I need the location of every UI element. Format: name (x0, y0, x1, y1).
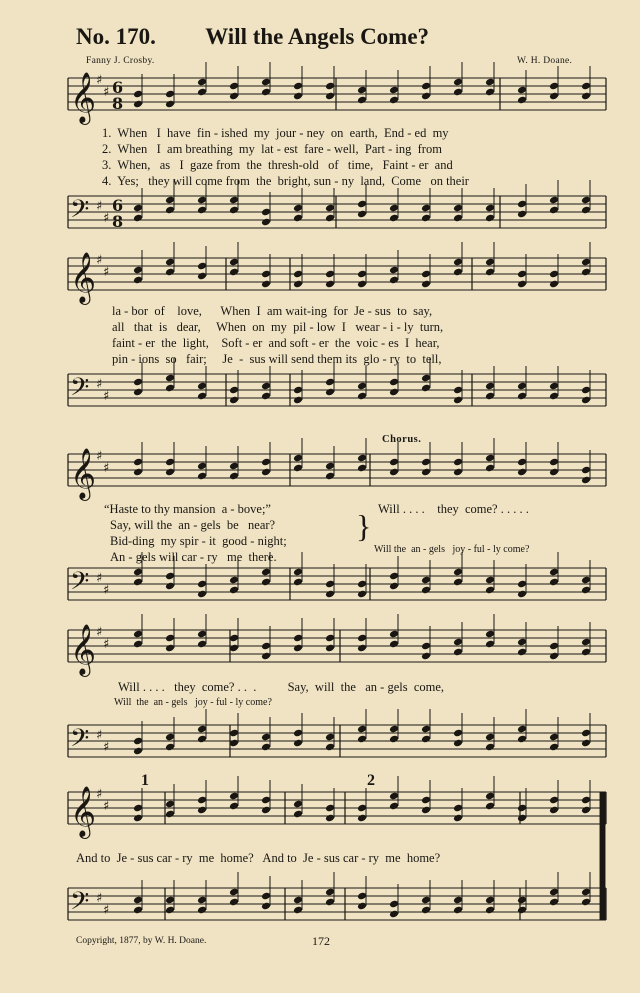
verse-2-line-2: all that is dear, When on my pil - low I wear - i - ly turn, (112, 320, 444, 334)
verse-4-line-2: pin - ions so fair; Je - sus will send them its glo - ry to tell, (112, 352, 442, 366)
key-sharp: ♯ (103, 461, 110, 476)
verse-3-line-3: Bid-ding my spir - it good - night; (110, 534, 287, 548)
verse-4-line: 4. Yes; they will come from the bright, sun - ny land, Come on their (102, 174, 469, 188)
key-sharp: ♯ (96, 571, 103, 586)
key-sharp: ♯ (103, 583, 110, 598)
treble-clef: 𝄞 (70, 448, 97, 499)
verse-3-line: 3. When, as I gaze from the thresh-old of time, Faint - er and (102, 158, 453, 172)
key-sharp: ♯ (103, 799, 110, 814)
key-sharp: ♯ (96, 449, 103, 464)
bass-clef: 𝄢 (70, 373, 90, 408)
key-sharp: ♯ (103, 389, 110, 404)
chorus-label: Chorus. (382, 434, 422, 445)
key-sharp: ♯ (96, 377, 103, 392)
time-signature-top: 6 (112, 196, 124, 215)
bass-clef: 𝄢 (70, 195, 90, 230)
time-signature-top: 6 (112, 78, 124, 97)
key-sharp: ♯ (96, 253, 103, 268)
key-sharp: ♯ (96, 787, 103, 802)
time-signature-bottom: 8 (112, 94, 124, 113)
key-sharp: ♯ (103, 211, 110, 226)
first-ending-marker: 1 (141, 772, 149, 789)
key-sharp: ♯ (103, 903, 110, 918)
chorus-line-1: Will . . . . they come? . . . . . (378, 502, 529, 516)
composer-credit: W. H. Doane. (517, 56, 573, 66)
clefs-and-signatures (70, 72, 123, 922)
bass-clef: 𝄢 (70, 724, 90, 759)
hymn-title: Will the Angels Come? (205, 24, 430, 49)
page-number: 172 (312, 934, 330, 948)
second-ending-marker: 2 (367, 772, 375, 789)
verse-brace: } (356, 508, 372, 544)
treble-clef: 𝄞 (70, 252, 97, 303)
key-sharp: ♯ (103, 740, 110, 755)
final-line: And to Je - sus car - ry me home? And to Je - sus car - ry me home? (76, 851, 441, 865)
verse-2-line-3: Say, will the an - gels be near? (110, 518, 276, 532)
copyright-notice: Copyright, 1877, by W. H. Doane. (76, 936, 207, 946)
chorus-bass-line-1: Will the an - gels joy - ful - ly come? (374, 544, 530, 555)
verse-1-line: 1. When I have fin - ished my jour - ney on earth, End - ed my (102, 126, 449, 140)
bass-clef: 𝄢 (70, 887, 90, 922)
key-sharp: ♯ (96, 728, 103, 743)
key-sharp: ♯ (96, 199, 103, 214)
key-sharp: ♯ (96, 625, 103, 640)
note-heads (133, 62, 591, 918)
key-sharp: ♯ (96, 891, 103, 906)
verse-1-line-2: la - bor of love, When I am wait-ing for Je - sus to say, (112, 304, 433, 318)
time-signature-bottom: 8 (112, 212, 124, 231)
key-sharp: ♯ (103, 637, 110, 652)
treble-clef: 𝄞 (70, 624, 97, 675)
verse-1-line-3: “Haste to thy mansion a - bove;” (104, 502, 271, 516)
hymn-number: No. 170. (76, 24, 156, 49)
bass-clef: 𝄢 (70, 567, 90, 602)
chorus-bass-line-2: Will the an - gels joy - ful - ly come? (114, 697, 272, 708)
chorus-line-2: Will . . . . they come? . . . Say, will the an - gels come, (118, 680, 445, 694)
verse-3-line-2: faint - er the light, Soft - er and soft - er the voic - es I hear, (112, 336, 440, 350)
verse-4-line-3: An - gels will car - ry me there. (110, 550, 277, 564)
lyricist-credit: Fanny J. Crosby. (86, 56, 155, 66)
key-sharp: ♯ (103, 85, 110, 100)
key-sharp: ♯ (96, 73, 103, 88)
final-bar (600, 792, 605, 920)
key-sharp: ♯ (103, 265, 110, 280)
treble-clef: 𝄞 (70, 786, 97, 837)
treble-clef: 𝄞 (70, 72, 97, 123)
verse-2-line: 2. When I am breathing my lat - est fare - well, Part - ing from (102, 142, 442, 156)
